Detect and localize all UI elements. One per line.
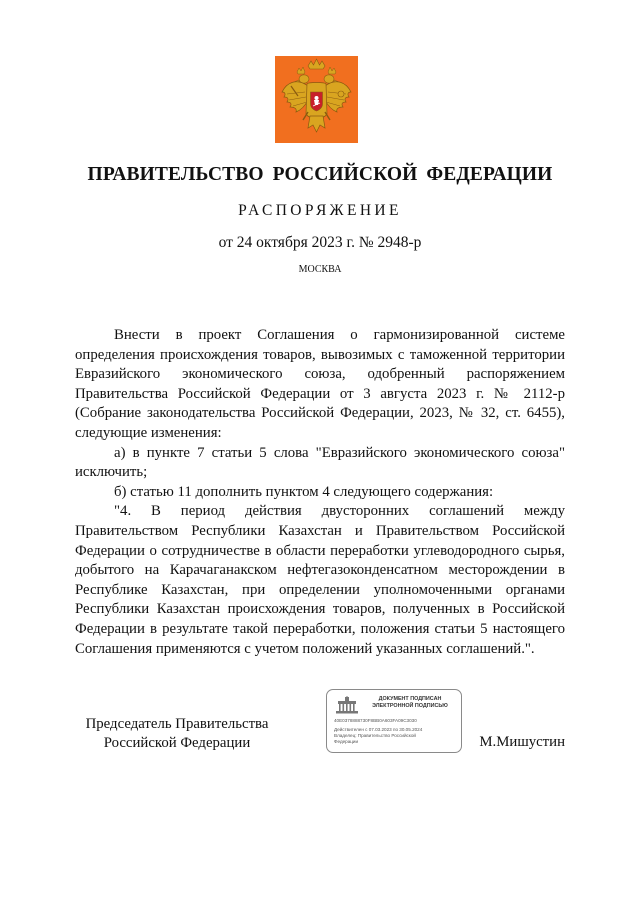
- government-building-icon: [335, 696, 359, 714]
- stamp-owner: Федерации: [334, 739, 359, 744]
- stamp-validity: Действителен с 07.03.2023 по 30.05.2024: [334, 727, 423, 732]
- stamp-title-line: ЭЛЕКТРОННОЙ ПОДПИСЬЮ: [372, 702, 448, 709]
- electronic-signature-stamp: [326, 689, 462, 753]
- signer-position-line: Председатель Правительства: [85, 716, 269, 732]
- document-body: [75, 326, 565, 659]
- body-paragraph: "4. В период действия двусторонних соглашений между Правительством Республики Казахстан и Правительством Российской Федерации о сотрудничестве в области переработки углеводородного сырья, добытого на Карачаганакском нефтегазоконденсатном месторождении в Республике Казахстан, при определении уполномоченными органами Республики Казахстан происхождения товаров, полученных в Российской Федерации в результате такой переработки, положения статьи 5 настоящего Соглашения применяются с учетом положений указанных соглашений.".: [75, 503, 565, 657]
- stamp-serial: 40E0378888730F8BB0A603FA09C3030: [334, 718, 417, 723]
- stamp-title-line: ДОКУМЕНТ ПОДПИСАН: [378, 696, 442, 702]
- signer-position: [72, 715, 282, 753]
- coat-of-arms-emblem: [275, 56, 358, 143]
- organization-title: ПРАВИТЕЛЬСТВО РОССИЙСКОЙ ФЕДЕРАЦИИ: [87, 164, 553, 185]
- body-paragraph: а) в пункте 7 статьи 5 слова "Евразийского экономического союза" исключить;: [75, 444, 565, 481]
- russian-coat-of-arms-icon: [275, 56, 358, 143]
- body-paragraph: б) статью 11 дополнить пунктом 4 следующего содержания:: [114, 483, 494, 500]
- document-date-number: от 24 октября 2023 г. № 2948-р: [218, 234, 422, 251]
- stamp-owner: Владелец: Правительство Российской: [334, 733, 416, 738]
- body-paragraph: Внести в проект Соглашения о гармонизированной системе определения происхождения товаров, вывозимых с таможенной территории Евразийского экономического союза, одобренный распоряжением Правительства Российской Федерации от 3 августа 2023 г. № 2112-р (Собрание законодательства Российской Федерации, 2023, № 32, ст. 6455), следующие изменения:: [75, 327, 565, 441]
- document-city: МОСКВА: [298, 264, 342, 275]
- document-type: РАСПОРЯЖЕНИЕ: [238, 202, 402, 219]
- signer-position-line: Российской Федерации: [103, 735, 251, 751]
- signer-name: М.Мишустин: [479, 734, 565, 750]
- stamp-title: [361, 696, 459, 709]
